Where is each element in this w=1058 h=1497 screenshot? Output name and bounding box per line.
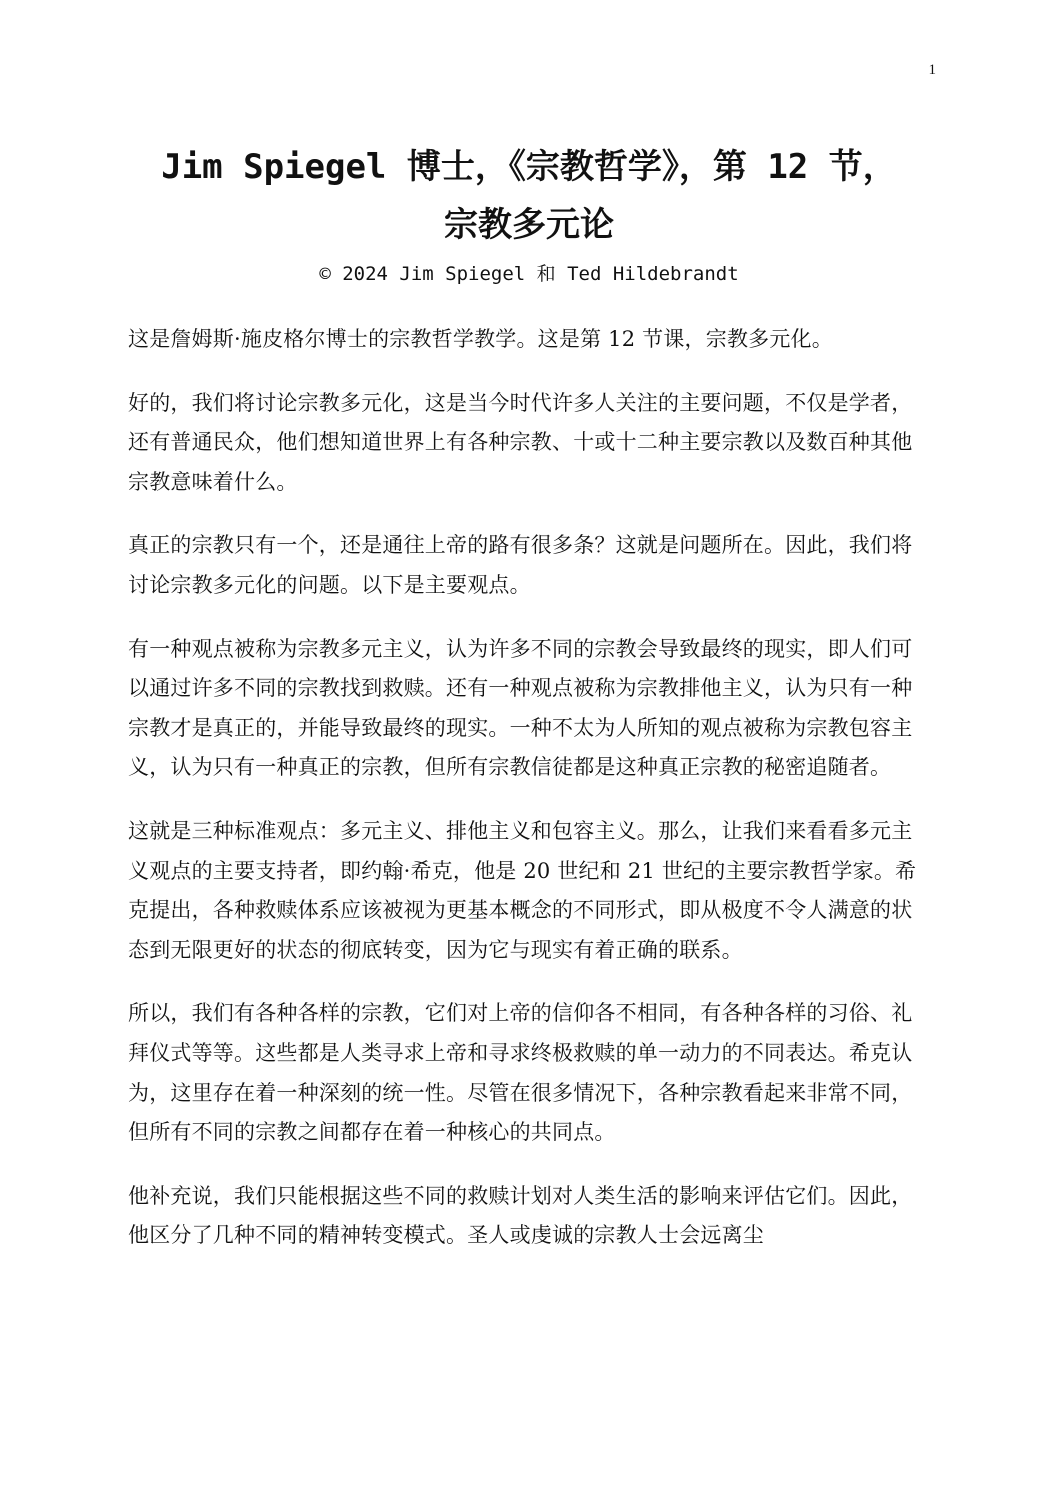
title-line-1: Jim Spiegel 博士，《宗教哲学》，第 12 节，	[161, 147, 897, 187]
paragraph: 这就是三种标准观点：多元主义、排他主义和包容主义。那么，让我们来看看多元主义观点的主要支持者，即约翰·希克，他是 20 世纪和 21 世纪的主要宗教哲学家。希克提出，各种救赎体系应该被视为更基本概念的不同形式，即从极度不令人满意的状态到无限更好的状态的彻底转变，因为它与现实有着正确的联系。	[128, 818, 917, 962]
paragraph: 真正的宗教只有一个，还是通往上帝的路有很多条？这就是问题所在。因此，我们将讨论宗教多元化的问题。以下是主要观点。	[128, 533, 913, 597]
document-body	[128, 320, 928, 1280]
paragraph: 他补充说，我们只能根据这些不同的救赎计划对人类生活的影响来评估它们。因此，他区分了几种不同的精神转变模式。圣人或虔诚的宗教人士会远离尘	[128, 1183, 913, 1248]
paragraph: 这是詹姆斯·施皮格尔博士的宗教哲学教学。这是第 12 节课，宗教多元化。	[128, 327, 833, 351]
title-line-2: 宗教多元论	[444, 205, 614, 245]
copyright-line: © 2024 Jim Spiegel 和 Ted Hildebrandt	[319, 263, 739, 285]
paragraph: 好的，我们将讨论宗教多元化，这是当今时代许多人关注的主要问题，不仅是学者，还有普通民众，他们想知道世界上有各种宗教、十或十二种主要宗教以及数百种其他宗教意味着什么。	[128, 390, 913, 494]
page-number: 1	[928, 62, 936, 78]
document-title	[80, 138, 978, 254]
paragraph: 所以，我们有各种各样的宗教，它们对上帝的信仰各不相同，有各种各样的习俗、礼拜仪式等等。这些都是人类寻求上帝和寻求终极救赎的单一动力的不同表达。希克认为，这里存在着一种深刻的统一性。尽管在很多情况下，各种宗教看起来非常不同，但所有不同的宗教之间都存在着一种核心的共同点。	[128, 1001, 913, 1145]
paragraph: 有一种观点被称为宗教多元主义，认为许多不同的宗教会导致最终的现实，即人们可以通过许多不同的宗教找到救赎。还有一种观点被称为宗教排他主义，认为只有一种宗教才是真正的，并能导致最终的现实。一种不太为人所知的观点被称为宗教包容主义，认为只有一种真正的宗教，但所有宗教信徒都是这种真正宗教的秘密追随者。	[128, 636, 913, 780]
